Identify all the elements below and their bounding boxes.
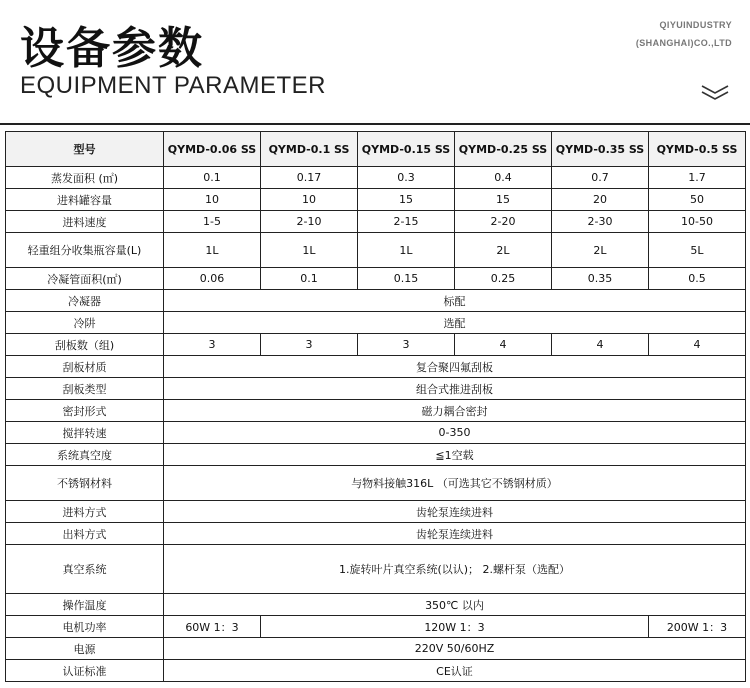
table-cell: CE认证: [164, 660, 746, 682]
parameter-table: [5, 131, 746, 682]
table-cell: 齿轮泵连续进料: [164, 501, 746, 523]
row-label: 电机功率: [6, 616, 164, 638]
table-row: [6, 189, 746, 211]
row-label: 进料方式: [6, 501, 164, 523]
table-cell: 0.1: [164, 167, 261, 189]
table-row: [6, 616, 746, 638]
table-cell: 20: [552, 189, 649, 211]
table-cell: 60W 1：3: [164, 616, 261, 638]
table-cell: 0.25: [455, 268, 552, 290]
table-cell: 1L: [358, 233, 455, 268]
table-cell: 15: [358, 189, 455, 211]
row-label: 系统真空度: [6, 444, 164, 466]
table-row: [6, 444, 746, 466]
header-divider: [0, 123, 750, 125]
table-cell: 220V 50/60HZ: [164, 638, 746, 660]
row-label: 认证标准: [6, 660, 164, 682]
table-cell: 0.3: [358, 167, 455, 189]
company-name: [636, 16, 732, 52]
table-cell: 50: [649, 189, 746, 211]
table-cell: 200W 1：3: [649, 616, 746, 638]
double-chevron-down-icon: [700, 83, 730, 101]
row-label: 冷凝器: [6, 290, 164, 312]
table-cell: 0.06: [164, 268, 261, 290]
table-cell: 2L: [455, 233, 552, 268]
table-row: [6, 268, 746, 290]
table-cell: 磁力耦合密封: [164, 400, 746, 422]
table-cell: 3: [261, 334, 358, 356]
model-header: QYMD-0.25 SS: [455, 132, 552, 167]
table-cell: 1L: [164, 233, 261, 268]
table-cell: 15: [455, 189, 552, 211]
model-header: QYMD-0.5 SS: [649, 132, 746, 167]
table-row: [6, 290, 746, 312]
table-cell: 4: [649, 334, 746, 356]
company-line-2: (SHANGHAI)CO.,LTD: [635, 38, 732, 48]
table-cell: 3: [164, 334, 261, 356]
page-title-cn: 设备参数: [20, 23, 204, 74]
model-header: QYMD-0.1 SS: [261, 132, 358, 167]
table-cell: 2-20: [455, 211, 552, 233]
table-cell: 350℃ 以内: [164, 594, 746, 616]
table-cell: 4: [552, 334, 649, 356]
row-label: 进料罐容量: [6, 189, 164, 211]
table-row: [6, 638, 746, 660]
table-row: [6, 660, 746, 682]
row-label: 冷阱: [6, 312, 164, 334]
row-label: 刮板材质: [6, 356, 164, 378]
table-cell: 5L: [649, 233, 746, 268]
table-cell: 1.旋转叶片真空系统(以认)； 2.螺杆泵（选配）: [164, 545, 746, 594]
table-row: [6, 233, 746, 268]
table-cell: 0.17: [261, 167, 358, 189]
row-label: 密封形式: [6, 400, 164, 422]
table-cell: 10-50: [649, 211, 746, 233]
row-label: 冷凝管面积(㎡): [6, 268, 164, 290]
table-row: [6, 501, 746, 523]
row-label: 搅拌转速: [6, 422, 164, 444]
table-cell: 1L: [261, 233, 358, 268]
table-row: [6, 378, 746, 400]
table-row: [6, 400, 746, 422]
table-row: [6, 356, 746, 378]
table-cell: 组合式推进刮板: [164, 378, 746, 400]
table-cell: 1.7: [649, 167, 746, 189]
table-row: [6, 422, 746, 444]
model-header: QYMD-0.06 SS: [164, 132, 261, 167]
row-label: 轻重组分收集瓶容量(L): [6, 233, 164, 268]
table-cell: 0-350: [164, 422, 746, 444]
model-header: QYMD-0.35 SS: [552, 132, 649, 167]
table-cell: 齿轮泵连续进料: [164, 523, 746, 545]
table-cell: 0.5: [649, 268, 746, 290]
table-row: [6, 211, 746, 233]
table-row: [6, 545, 746, 594]
table-row: [6, 594, 746, 616]
table-row: [6, 334, 746, 356]
table-cell: 0.1: [261, 268, 358, 290]
table-cell: 120W 1：3: [261, 616, 649, 638]
page-title-en: EQUIPMENT PARAMETER: [20, 72, 326, 99]
table-cell: 10: [261, 189, 358, 211]
row-label: 蒸发面积 (㎡): [6, 167, 164, 189]
row-label: 进料速度: [6, 211, 164, 233]
table-cell: 2-30: [552, 211, 649, 233]
row-label: 操作温度: [6, 594, 164, 616]
table-cell: 1-5: [164, 211, 261, 233]
row-label: 出料方式: [6, 523, 164, 545]
table-cell: 0.15: [358, 268, 455, 290]
company-line-1: QIYUINDUSTRY: [659, 20, 732, 30]
table-cell: 4: [455, 334, 552, 356]
table-cell: 0.4: [455, 167, 552, 189]
table-row: [6, 466, 746, 501]
row-label: 刮板数（组): [6, 334, 164, 356]
row-label: 电源: [6, 638, 164, 660]
model-header: QYMD-0.15 SS: [358, 132, 455, 167]
table-cell: 10: [164, 189, 261, 211]
table-cell: 选配: [164, 312, 746, 334]
row-label: 真空系统: [6, 545, 164, 594]
table-cell: 3: [358, 334, 455, 356]
table-cell: 2-15: [358, 211, 455, 233]
table-cell: 0.7: [552, 167, 649, 189]
table-cell: 2L: [552, 233, 649, 268]
table-cell: 与物料接触316L （可选其它不锈钢材质）: [164, 466, 746, 501]
header-label-cell: 型号: [6, 132, 164, 167]
row-label: 刮板类型: [6, 378, 164, 400]
table-cell: 2-10: [261, 211, 358, 233]
table-row: [6, 312, 746, 334]
table-cell: 0.35: [552, 268, 649, 290]
table-cell: 标配: [164, 290, 746, 312]
table-header-row: [6, 132, 746, 167]
table-cell: 复合聚四氟刮板: [164, 356, 746, 378]
row-label: 不锈钢材料: [6, 466, 164, 501]
table-row: [6, 523, 746, 545]
table-cell: ≦1空载: [164, 444, 746, 466]
table-row: [6, 167, 746, 189]
